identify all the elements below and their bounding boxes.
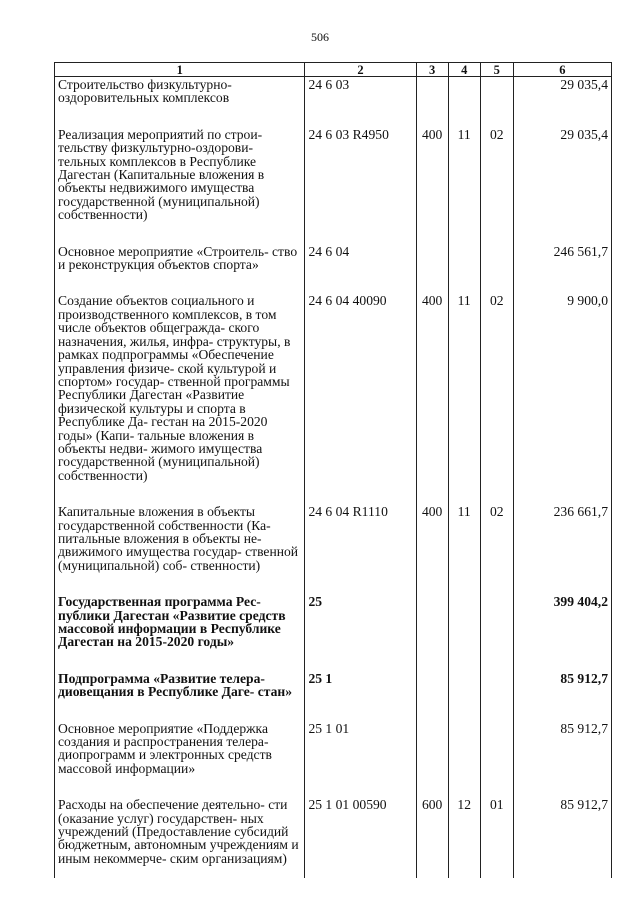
table-row-7 (55, 671, 612, 721)
table-row-6 (55, 594, 612, 671)
table-header (55, 63, 612, 77)
cell-description: Расходы на обеспечение деятельно- сти (оказание услуг) государствен- ных учреждений (Предоставление субсидий бюджетным, автономным учреждениям и иным некоммерче- ским организациям) (55, 797, 305, 878)
column-header-4: 4 (448, 63, 480, 77)
cell-col3 (416, 77, 448, 127)
cell-col3 (416, 721, 448, 798)
page-number: 506 (311, 30, 329, 44)
column-header-6: 6 (513, 63, 611, 77)
cell-col5 (480, 671, 513, 721)
cell-description: Капитальные вложения в объекты государственной собственности (Ка- питальные вложения в объекты не- движимого имущества государ- ственной (муниципальной) соб- ственности) (55, 504, 305, 594)
cell-amount: 29 035,4 (513, 77, 611, 127)
cell-code: 25 1 01 00590 (305, 797, 416, 878)
cell-col3: 400 (416, 293, 448, 504)
cell-description: Строительство физкультурно- оздоровительных комплексов (55, 77, 305, 127)
cell-amount: 29 035,4 (513, 127, 611, 244)
cell-col5 (480, 77, 513, 127)
cell-col5 (480, 244, 513, 294)
table-row-1 (55, 77, 612, 127)
cell-code: 24 6 04 R1110 (305, 504, 416, 594)
cell-amount: 236 661,7 (513, 504, 611, 594)
cell-col4: 11 (448, 127, 480, 244)
cell-col4: 11 (448, 504, 480, 594)
column-header-3: 3 (416, 63, 448, 77)
cell-col4 (448, 721, 480, 798)
table-row-5 (55, 504, 612, 594)
cell-col3 (416, 244, 448, 294)
cell-col3: 400 (416, 504, 448, 594)
table-row-4 (55, 293, 612, 504)
cell-description: Подпрограмма «Развитие телера- диовещания в Республике Даге- стан» (55, 671, 305, 721)
cell-col4 (448, 77, 480, 127)
cell-col3 (416, 594, 448, 671)
column-header-1: 1 (55, 63, 305, 77)
cell-col4: 11 (448, 293, 480, 504)
cell-amount: 246 561,7 (513, 244, 611, 294)
cell-col3: 600 (416, 797, 448, 878)
cell-col5 (480, 721, 513, 798)
cell-col4 (448, 671, 480, 721)
cell-description: Основное мероприятие «Строитель- ство и реконструкция объектов спорта» (55, 244, 305, 294)
table-row-2 (55, 127, 612, 244)
cell-code: 24 6 04 (305, 244, 416, 294)
cell-amount: 85 912,7 (513, 797, 611, 878)
cell-col4 (448, 244, 480, 294)
cell-col5: 02 (480, 293, 513, 504)
cell-code: 24 6 04 40090 (305, 293, 416, 504)
cell-description: Государственная программа Рес- публики Дагестан «Развитие средств массовой информации в Республике Дагестан на 2015-2020 годы» (55, 594, 305, 671)
cell-code: 24 6 03 R4950 (305, 127, 416, 244)
cell-col3: 400 (416, 127, 448, 244)
cell-col3 (416, 671, 448, 721)
cell-col5 (480, 594, 513, 671)
cell-code: 24 6 03 (305, 77, 416, 127)
cell-code: 25 (305, 594, 416, 671)
cell-description: Реализация мероприятий по строи- тельству физкультурно-оздорови- тельных комплексов в Республике Дагестан (Капитальные вложения в объекты недвижимого имущества государственной (муниципальной) собственности) (55, 127, 305, 244)
cell-amount: 9 900,0 (513, 293, 611, 504)
cell-description: Создание объектов социального и производственного комплексов, в том числе объектов общегражда- ского назначения, жилья, инфра- структуры, в рамках подпрограммы «Обеспечение управления физиче- ской культурой и спортом» государ- ственной программы Республики Дагестан «Развитие физической культуры и спорта в Республике Да- гестан на 2015-2020 годы» (Капи- тальные вложения в объекты недви- жимого имущества государственной (муниципальной) собственности) (55, 293, 305, 504)
table-row-9 (55, 797, 612, 878)
cell-col5: 02 (480, 504, 513, 594)
table-row-3 (55, 244, 612, 294)
column-header-5: 5 (480, 63, 513, 77)
header-row (55, 63, 612, 77)
table-row-8 (55, 721, 612, 798)
cell-amount: 85 912,7 (513, 671, 611, 721)
cell-col4: 12 (448, 797, 480, 878)
cell-code: 25 1 (305, 671, 416, 721)
cell-amount: 399 404,2 (513, 594, 611, 671)
column-header-2: 2 (305, 63, 416, 77)
budget-table (54, 62, 612, 878)
cell-amount: 85 912,7 (513, 721, 611, 798)
table-body (55, 77, 612, 879)
cell-col5: 02 (480, 127, 513, 244)
cell-code: 25 1 01 (305, 721, 416, 798)
cell-description: Основное мероприятие «Поддержка создания и распространения телера- диопрограмм и электронных средств массовой информации» (55, 721, 305, 798)
cell-col5: 01 (480, 797, 513, 878)
cell-col4 (448, 594, 480, 671)
